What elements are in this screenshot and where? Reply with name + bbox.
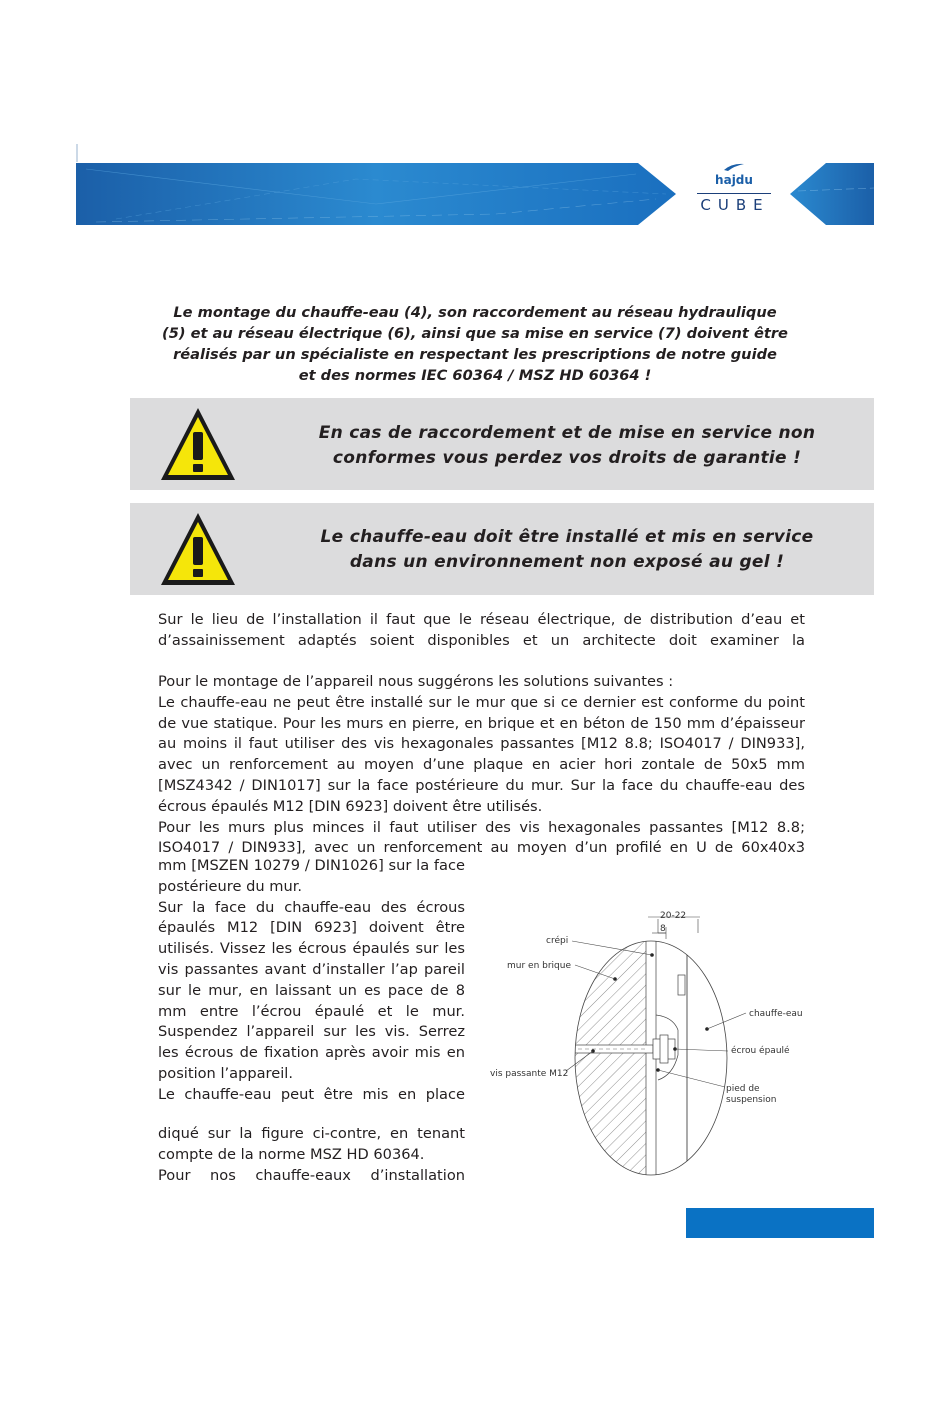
label-foot-line2: suspension	[726, 1095, 777, 1105]
brick-wall-section	[568, 935, 646, 1185]
intro-notice	[160, 302, 790, 386]
plaster-layer	[646, 935, 656, 1185]
label-heater: chauffe-eau	[749, 1009, 803, 1019]
body-column	[158, 856, 465, 1106]
warning-line: conformes vous perdez vos droits de garantie !	[332, 448, 802, 468]
body-paragraph-site: Sur le lieu de l’installation il faut que le réseau électrique, de distribution d’eau et d’assainissement adaptés soient disponibles et un architecte doit examiner la	[158, 611, 805, 649]
body-paragraph-lead: Pour le montage de l’appareil nous suggérons les solutions suivantes :	[158, 673, 674, 690]
warning-line: Le chauffe-eau doit être installé et mis en service	[320, 527, 814, 547]
intro-line: Le montage du chauffe-eau (4), son raccordement au réseau hydraulique	[173, 304, 777, 321]
warning-line: En cas de raccordement et de mise en service non	[318, 423, 816, 443]
body-paragraph-profile: mm [MSZEN 10279 / DIN1026] sur la face postérieure du mur.	[158, 857, 465, 895]
dimension-label: 8	[660, 924, 666, 934]
warning-box-warranty	[130, 398, 874, 490]
body-paragraph-thick-wall: Le chauffe-eau ne peut être installé sur le mur que si ce dernier est conforme du point de vue statique. Pour les murs en pierre, en brique et en béton de 150 mm d’épaisseur au moins il faut utiliser des vis hexagonales passantes [M12 8.8; ISO4017 / DIN933], avec un renforcement au moyen d’une plaque en acier hori zontale de 50x5 mm [MSZ4342 / DIN1017] sur la face postérieure du mur. Sur la face du chauffe-eau des écrous épaulés M12 [DIN 6923] doivent être utilisés.	[158, 693, 805, 815]
label-plaster: crépi	[546, 936, 569, 946]
mounting-diagram	[488, 905, 818, 1190]
label-foot-line1: pied de	[726, 1084, 760, 1094]
brand-logo-rule	[697, 193, 771, 194]
intro-line: réalisés par un spécialiste en respectant les prescriptions de notre guide	[173, 346, 777, 363]
intro-line: (5) et au réseau électrique (6), ainsi que sa mise en service (7) doivent être	[162, 325, 788, 342]
body-paragraph-thin-wall: Pour les murs plus minces il faut utiliser des vis hexagonales passantes [M12 8.8; ISO4017 / DIN933], avec un renforcement au moyen d’un profilé en U de 60x40x3	[158, 818, 805, 857]
warning-triangle-icon	[158, 404, 238, 484]
label-shoulder-nut: écrou épaulé	[731, 1046, 790, 1056]
body-paragraph-standard: diqué sur la figure ci-contre, en tenant compte de la norme MSZ HD 60364.	[158, 1125, 465, 1163]
warning-line: dans un environnement non exposé au gel !	[349, 552, 785, 572]
intro-line: et des normes IEC 60364 / MSZ HD 60364 !	[298, 367, 652, 384]
label-through-bolt: vis passante M12	[490, 1069, 569, 1079]
warning-triangle-icon	[158, 509, 238, 589]
body-paragraph-installation: Pour nos chauffe-eaux d’installation	[158, 1166, 465, 1184]
brand-logo-word: hajdu	[715, 173, 753, 187]
label-brick-wall: mur en brique	[507, 961, 572, 971]
body-paragraphs-mounting	[158, 672, 805, 859]
accent-block	[686, 1208, 874, 1238]
brand-logo-swoosh-icon	[722, 161, 746, 173]
body-paragraph-placement: Le chauffe-eau peut être mis en place	[158, 1085, 465, 1103]
dimension-label: 20-22	[660, 911, 687, 921]
body-paragraph-nuts: Sur la face du chauffe-eau des écrous épaulés M12 [DIN 6923] doivent être utilisés. Vissez les écrous épaulés sur les vis passantes avant d’installer l’ap pareil sur le mur, en laissant un es pace de 8 mm entre l’écrou épaulé et le mur. Suspendez l’appareil sur les vis. Serrez les écrous de fixation après avoir mis en position l’appareil.	[158, 898, 465, 1082]
warning-box-frost	[130, 503, 874, 595]
header-banner	[76, 144, 876, 234]
brand-logo-product: CUBE	[700, 196, 770, 214]
body-column-continued	[158, 1124, 465, 1186]
